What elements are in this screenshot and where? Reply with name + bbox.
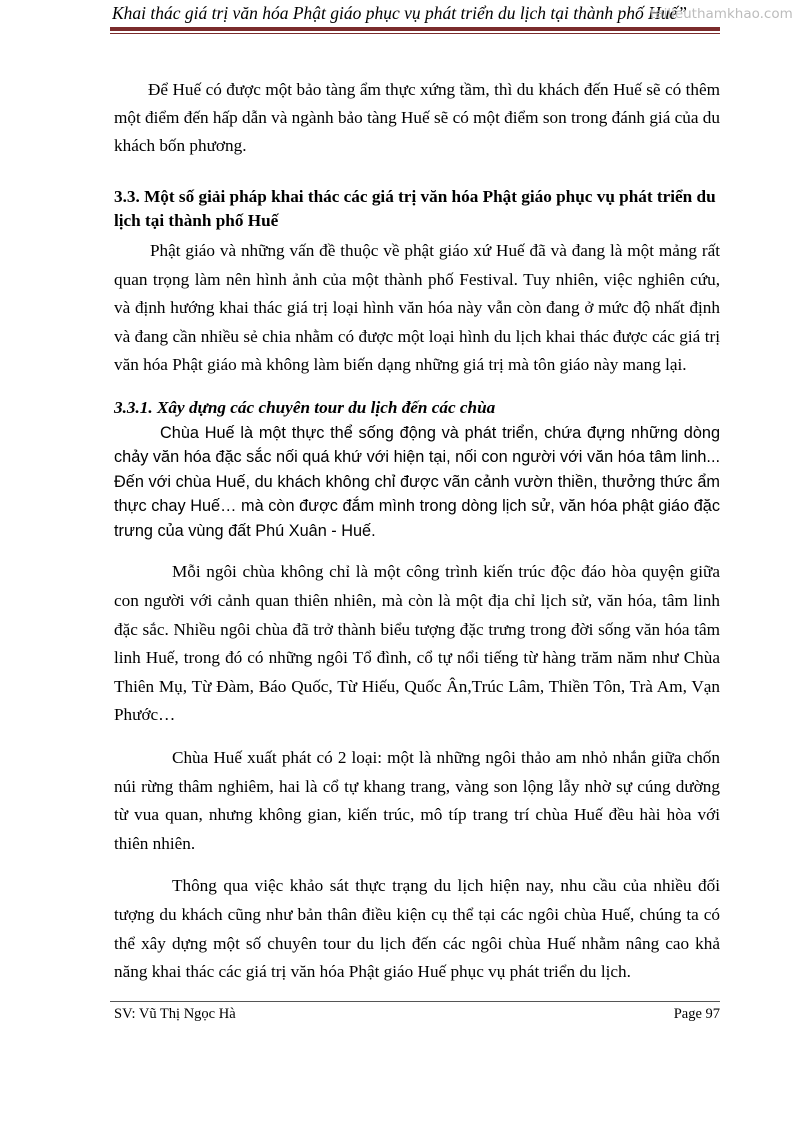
paragraph-hai-loai: Chùa Huế xuất phát có 2 loại: một là những ngôi thảo am nhỏ nhắn giữa chốn núi rừng thâm nghiêm, hai là cổ tự khang trang, vàng son lộng lẫy nhờ sự cúng dường từ vua quan, nhưng không gian, kiến trúc, mô típ trang trí chùa Huế đều hài hòa với thiên nhiên.	[114, 748, 720, 853]
section-heading-3-3: 3.3. Một số giải pháp khai thác các giá trị văn hóa Phật giáo phục vụ phát triển du lịch tại thành phố Huế	[114, 187, 716, 230]
paragraph-khao-sat: Thông qua việc khảo sát thực trạng du lịch hiện nay, nhu cầu của nhiều đối tượng du khách cũng như bản thân điều kiện cụ thể tại các ngôi chùa Huế, chúng ta có thể xây dựng một số chuyên tour du lịch đến các ngôi chùa Huế nhằm nâng cao khả năng khai thác các giá trị văn hóa Phật giáo Huế phục vụ phát triển du lịch.	[114, 876, 720, 982]
header-rule-thick	[110, 27, 720, 31]
paragraph-section-intro: Phật giáo và những vấn đề thuộc về phật giáo xứ Huế đã và đang là một mảng rất quan trọng làm nên hình ảnh của một thành phố Festival. Tuy nhiên, việc nghiên cứu, và định hướng khai thác giá trị loại hình văn hóa này vẫn còn đang ở mức độ nhất định và đang cần nhiều sẻ chia nhằm có được một loại hình du lịch khai thác được các giá trị văn hóa Phật giáo mà không làm biến dạng những giá trị mà tôn giáo này mang lại.	[114, 241, 720, 375]
subsection-heading-3-3-1: 3.3.1. Xây dựng các chuyên tour du lịch đến các chùa	[114, 397, 496, 417]
page-body	[114, 76, 720, 987]
watermark-text: tailieuthamkhao.com	[650, 6, 793, 22]
running-header-title: Khai thác giá trị văn hóa Phật giáo phục vụ phát triển du lịch tại thành phố Huế”	[112, 3, 688, 23]
footer-rule	[110, 1001, 720, 1002]
paragraph-intro: Để Huế có được một bảo tàng ẩm thực xứng tầm, thì du khách đến Huế sẽ có thêm một điểm đến hấp dẫn và ngành bảo tàng Huế sẽ có một điểm son trong đánh giá của du khách bốn phương.	[114, 80, 720, 155]
header-rule-thin	[110, 33, 720, 34]
footer-author: SV: Vũ Thị Ngọc Hà	[114, 1006, 236, 1022]
paragraph-ngoi-chua: Mỗi ngôi chùa không chỉ là một công trình kiến trúc độc đáo hòa quyện giữa con người với cảnh quan thiên nhiên, mà còn là một địa chỉ lịch sử, văn hóa, tâm linh đặc sắc. Nhiều ngôi chùa đã trở thành biểu tượng đặc trưng trong đời sống văn hóa tâm linh Huế, trong đó có những ngôi Tổ đình, cổ tự nổi tiếng từ hàng trăm năm như Chùa Thiên Mụ, Từ Đàm, Báo Quốc, Từ Hiếu, Quốc Ân,Trúc Lâm, Thiền Tôn, Trà Am, Vạn Phước…	[114, 562, 720, 725]
footer-page-number: Page 97	[673, 1006, 720, 1022]
paragraph-chua-hue: Chùa Huế là một thực thể sống động và phát triển, chứa đựng những dòng chảy văn hóa đặc sắc nối quá khứ với hiện tại, nối con người với văn hóa tâm linh... Đến với chùa Huế, du khách không chỉ được vãn cảnh vườn thiền, thưởng thức ẩm thực chay Huế… mà còn được đắm mình trong dòng lịch sử, văn hóa phật giáo đặc trưng của vùng đất Phú Xuân - Huế.	[114, 423, 720, 540]
